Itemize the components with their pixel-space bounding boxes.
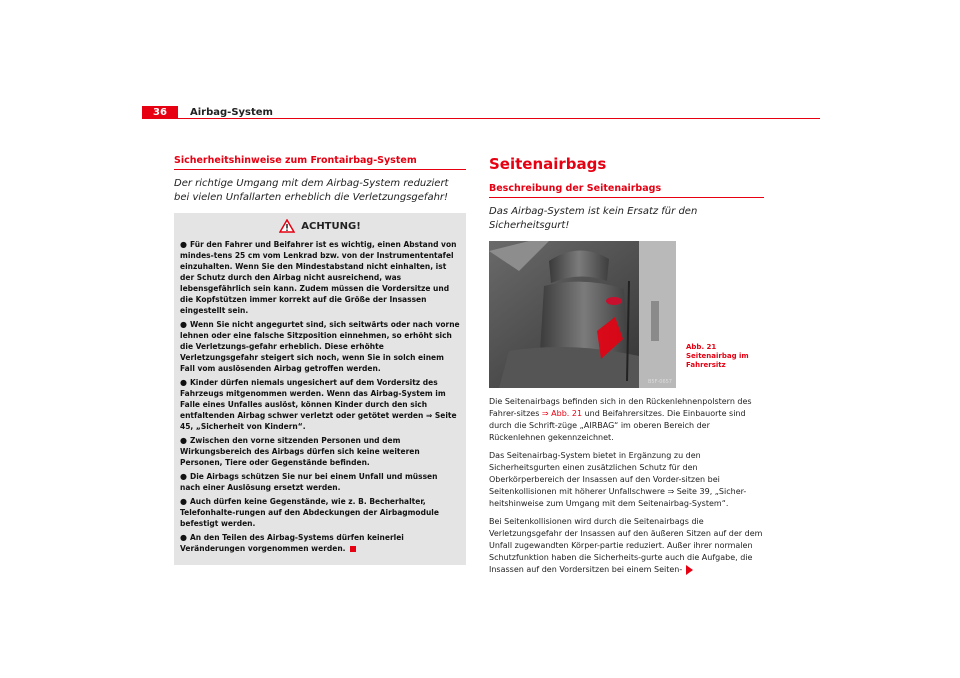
warning-item: ● Für den Fahrer und Beifahrer ist es wichtig, einen Abstand von mindes-tens 25 cm vom Lenkrad bzw. von der Instrumententafel einzuhalten. Wenn Sie den Mindestabstand nicht einhalten, ist der Schutz durch den Airbag nicht ausreichend, was lebensgefährlich sein kann. Zudem müssen die Vordersitze und die Kopfstützen immer korrekt auf die Größe der Insassen eingestellt sein. bbox=[180, 240, 457, 315]
warning-item: ● An den Teilen des Airbag-Systems dürfen keinerlei Veränderungen vorgenommen werden. bbox=[180, 533, 404, 553]
warning-triangle-icon bbox=[279, 219, 295, 233]
bullet-icon: ● bbox=[180, 472, 187, 481]
right-column bbox=[489, 155, 764, 582]
bullet-icon: ● bbox=[180, 497, 187, 506]
warning-title: ACHTUNG! bbox=[301, 220, 361, 232]
warning-item: ● Kinder dürfen niemals ungesichert auf dem Vordersitz des Fahrzeugs mitgenommen werden. Wenn das Airbag-System im Falle eines Unfalles auslöst, können Kinder durch den sich entfaltenden Airbag schwer verletzt oder getötet werden ⇒ Seite 45, „Sicherheit von Kindern“. bbox=[180, 378, 457, 431]
page-number: 36 bbox=[142, 106, 178, 119]
section-title-seitenairbags: Beschreibung der Seitenairbags bbox=[489, 183, 764, 198]
paragraph: Die Seitenairbags befinden sich in den Rückenlehnenpolstern des Fahrer-sitzes ⇒ Abb. 21 und Beifahrersitzes. Die Einbauorte sind durch die Schrift-züge „AIRBAG“ im oberen Bereich der Rückenlehnen gekennzeichnet. bbox=[489, 397, 752, 442]
header-title: Airbag-System bbox=[190, 107, 273, 118]
bullet-icon: ● bbox=[180, 378, 187, 387]
header-rule bbox=[142, 118, 820, 119]
warning-item: ● Wenn Sie nicht angegurtet sind, sich seitwärts oder nach vorne lehnen oder eine falsche Sitzposition einnehmen, so erhöht sich die Verletzungs-gefahr erheblich. Diese erhöhte Verletzungsgefahr steigert sich noch, wenn Sie in solch einem Fall vom auslösenden Airbag getroffen werden. bbox=[180, 320, 460, 373]
warning-item: ● Auch dürfen keine Gegenstände, wie z. B. Becherhalter, Telefonhalte-rungen auf den Abdeckungen der Airbagmodule befestigt werden. bbox=[180, 497, 439, 528]
figure bbox=[489, 241, 764, 388]
warning-item: ● Zwischen den vorne sitzenden Personen und dem Wirkungsbereich des Airbags dürfen sich keine weiteren Personen, Tiere oder Gegenstände befinden. bbox=[180, 436, 420, 467]
left-column bbox=[174, 155, 466, 565]
intro-text: Das Airbag-System ist kein Ersatz für den Sicherheitsgurt! bbox=[489, 206, 698, 231]
bullet-icon: ● bbox=[180, 533, 187, 542]
end-marker-icon bbox=[350, 546, 356, 552]
bullet-icon: ● bbox=[180, 240, 187, 249]
warning-box bbox=[174, 213, 466, 565]
figure-code: B5F-0657 bbox=[647, 379, 672, 385]
continue-arrow-icon bbox=[686, 565, 693, 575]
warning-item: ● Die Airbags schützen Sie nur bei einem Unfall und müssen nach einer Auslösung ersetzt werden. bbox=[180, 472, 438, 492]
section-title-frontairbag: Sicherheitshinweise zum Frontairbag-System bbox=[174, 155, 466, 170]
paragraph: Bei Seitenkollisionen wird durch die Seitenairbags die Verletzungsgefahr der Insassen auf den äußeren Sitzen auf der dem Unfall zugewandten Körper-partie reduziert. Außer ihrer normalen Schutzfunktion haben die Sicherheits-gurte auch die Aufgabe, die Insassen auf den Vordersitzen bei einem Seiten- bbox=[489, 517, 763, 574]
warning-header bbox=[180, 219, 460, 233]
figure-reference-link[interactable]: ⇒ Abb. 21 bbox=[541, 409, 583, 418]
figure-caption: Abb. 21 Seitenairbag im Fahrersitz bbox=[686, 343, 749, 369]
intro-text: Der richtige Umgang mit dem Airbag-System reduziert bei vielen Unfallarten erheblich die Verletzungsgefahr! bbox=[174, 178, 449, 203]
bullet-icon: ● bbox=[180, 320, 187, 329]
seat-photo bbox=[489, 241, 676, 388]
bullet-icon: ● bbox=[180, 436, 187, 445]
paragraph: Das Seitenairbag-System bietet in Ergänzung zu den Sicherheitsgurten einen zusätzlichen Schutz für den Oberkörperbereich der Insassen auf den Vorder-sitzen bei Seitenkollisionen mit höherer Unfallschwere ⇒ Seite 39, „Sicher-heitshinweise zum Umgang mit dem Seitenairbag-System“. bbox=[489, 451, 747, 508]
chapter-title: Seitenairbags bbox=[489, 155, 607, 173]
